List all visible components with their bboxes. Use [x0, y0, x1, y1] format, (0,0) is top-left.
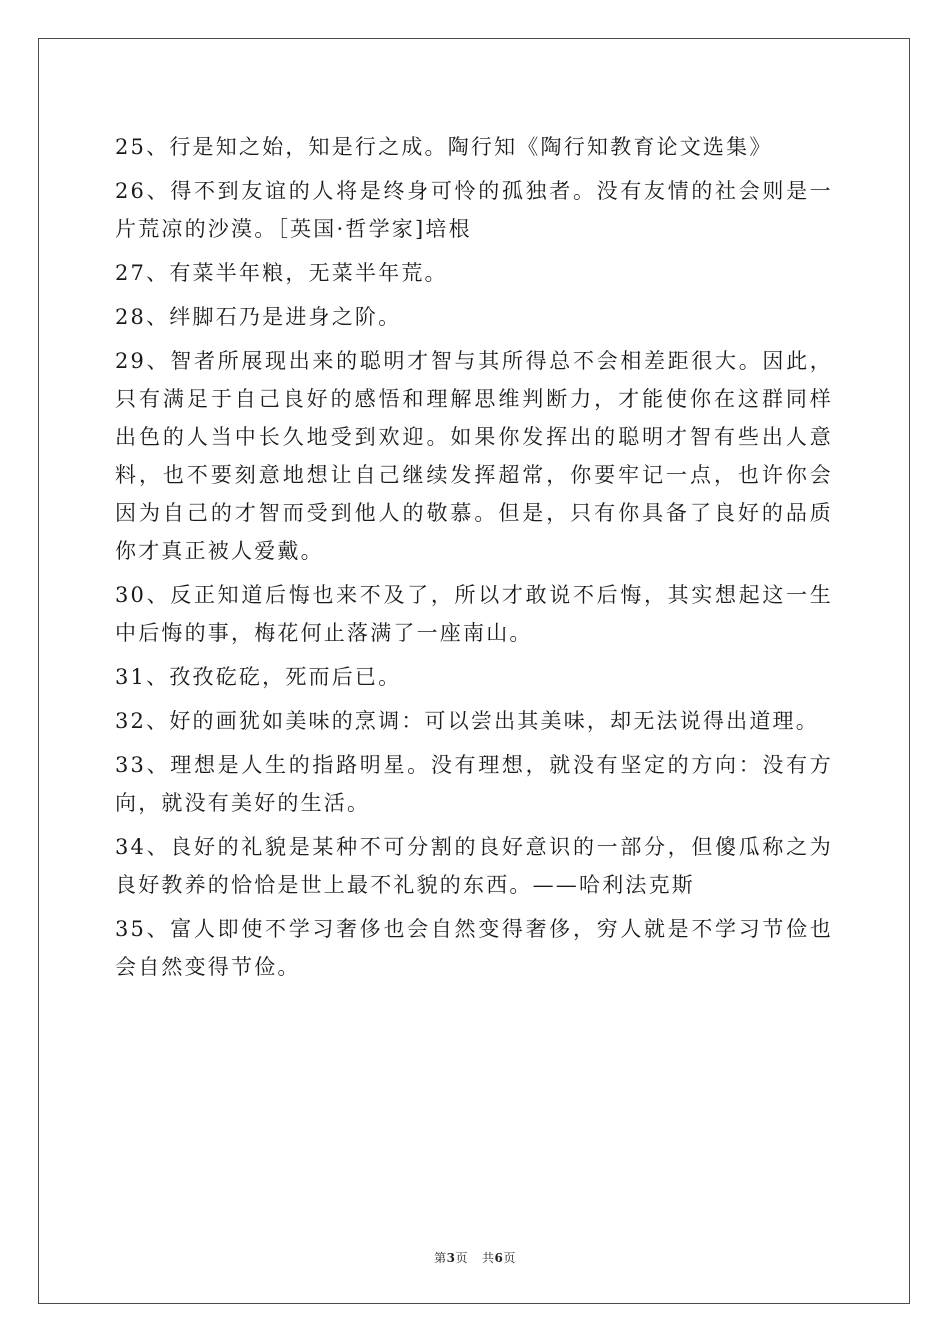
quote-paragraph-29: 29、智者所展现出来的聪明才智与其所得总不会相差距很大。因此，只有满足于自己良好的感悟和理解思维判断力，才能使你在这群同样出色的人当中长久地受到欢迎。如果你发挥出的聪明才智有些出人意料，也不要刻意地想让自己继续发挥超常，你要牢记一点，也许你会因为自己的才智而受到他人的敬慕。但是，只有你具备了良好的品质你才真正被人爱戴。 [115, 349, 833, 563]
quote-paragraph-27: 27、有菜半年粮，无菜半年荒。 [115, 261, 448, 285]
page-footer [0, 1249, 950, 1266]
quote-paragraph-28: 28、绊脚石乃是进身之阶。 [115, 305, 402, 329]
quote-paragraph-33: 33、理想是人生的指路明星。没有理想，就没有坚定的方向：没有方向，就没有美好的生活。 [115, 753, 833, 815]
document-body [115, 128, 833, 992]
page-current: 3 [446, 1251, 456, 1265]
page-total: 6 [494, 1251, 504, 1265]
quote-paragraph-26: 26、得不到友谊的人将是终身可怜的孤独者。没有友情的社会则是一片荒凉的沙漠。［英国·哲学家]培根 [115, 179, 833, 241]
quote-paragraph-25: 25、行是知之始，知是行之成。陶行知《陶行知教育论文选集》 [115, 135, 773, 159]
page-suffix: 页 [455, 1251, 468, 1265]
quote-paragraph-35: 35、富人即使不学习奢侈也会自然变得奢侈，穷人就是不学习节俭也会自然变得节俭。 [115, 917, 833, 979]
total-suffix: 页 [503, 1251, 516, 1265]
quote-paragraph-32: 32、好的画犹如美味的烹调：可以尝出其美味，却无法说得出道理。 [115, 709, 819, 733]
quote-paragraph-31: 31、孜孜矻矻，死而后已。 [115, 665, 402, 689]
quote-paragraph-30: 30、反正知道后悔也来不及了，所以才敢说不后悔，其实想起这一生中后悔的事，梅花何止落满了一座南山。 [115, 583, 833, 645]
page-prefix: 第 [434, 1251, 447, 1265]
quote-paragraph-34: 34、良好的礼貌是某种不可分割的良好意识的一部分，但傻瓜称之为良好教养的恰恰是世上最不礼貌的东西。——哈利法克斯 [115, 835, 833, 897]
total-prefix: 共 [482, 1251, 495, 1265]
